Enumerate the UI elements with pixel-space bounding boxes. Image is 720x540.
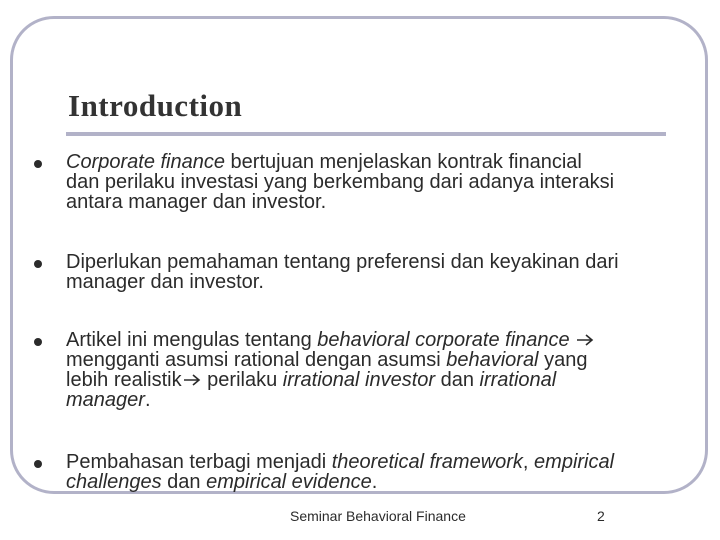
bullet-dot-icon	[34, 460, 42, 468]
footer-text: Seminar Behavioral Finance	[290, 508, 466, 524]
italic-text: challenges	[66, 471, 162, 493]
text-run: bertujuan menjelaskan kontrak financial	[224, 151, 582, 173]
italic-text: irrational investor	[282, 369, 436, 391]
italic-text: empirical evidence	[206, 471, 372, 493]
text-run: antara manager dan investor.	[66, 191, 327, 213]
text-run: yang	[538, 349, 588, 371]
text-run: ,	[522, 451, 535, 473]
italic-text: irrational	[479, 369, 557, 391]
text-run: dan	[435, 369, 480, 391]
bullet-text	[66, 330, 706, 410]
italic-text: manager	[66, 389, 145, 411]
bullet-text	[66, 452, 706, 492]
slide-title: Introduction	[68, 88, 243, 123]
text-run: perilaku	[201, 369, 283, 391]
text-run: Artikel ini mengulas tentang	[66, 329, 318, 351]
italic-text: behavioral corporate finance	[317, 329, 570, 351]
text-run: lebih realistik	[66, 369, 182, 391]
text-run: dan perilaku investasi yang berkembang dari adanya interaksi	[66, 171, 615, 193]
bullet-text	[66, 252, 706, 292]
right-arrow-icon	[575, 333, 595, 347]
page-number: 2	[597, 508, 605, 524]
bullet-dot-icon	[34, 338, 42, 346]
text-run: .	[371, 471, 378, 493]
text-run: .	[144, 389, 151, 411]
text-run: mengganti asumsi rational dengan asumsi	[66, 349, 447, 371]
italic-text: theoretical framework	[331, 451, 523, 473]
text-run: Diperlukan pemahaman tentang preferensi dan keyakinan dari	[66, 251, 619, 273]
text-run: manager dan investor.	[66, 271, 264, 293]
text-run: dan	[161, 471, 207, 493]
italic-text: behavioral	[446, 349, 539, 371]
bullet-dot-icon	[34, 160, 42, 168]
text-run: Pembahasan terbagi menjadi	[66, 451, 332, 473]
italic-text: Corporate finance	[66, 151, 225, 173]
bullet-text	[66, 152, 706, 212]
bullet-dot-icon	[34, 260, 42, 268]
right-arrow-icon	[182, 373, 202, 387]
italic-text: empirical	[534, 451, 615, 473]
